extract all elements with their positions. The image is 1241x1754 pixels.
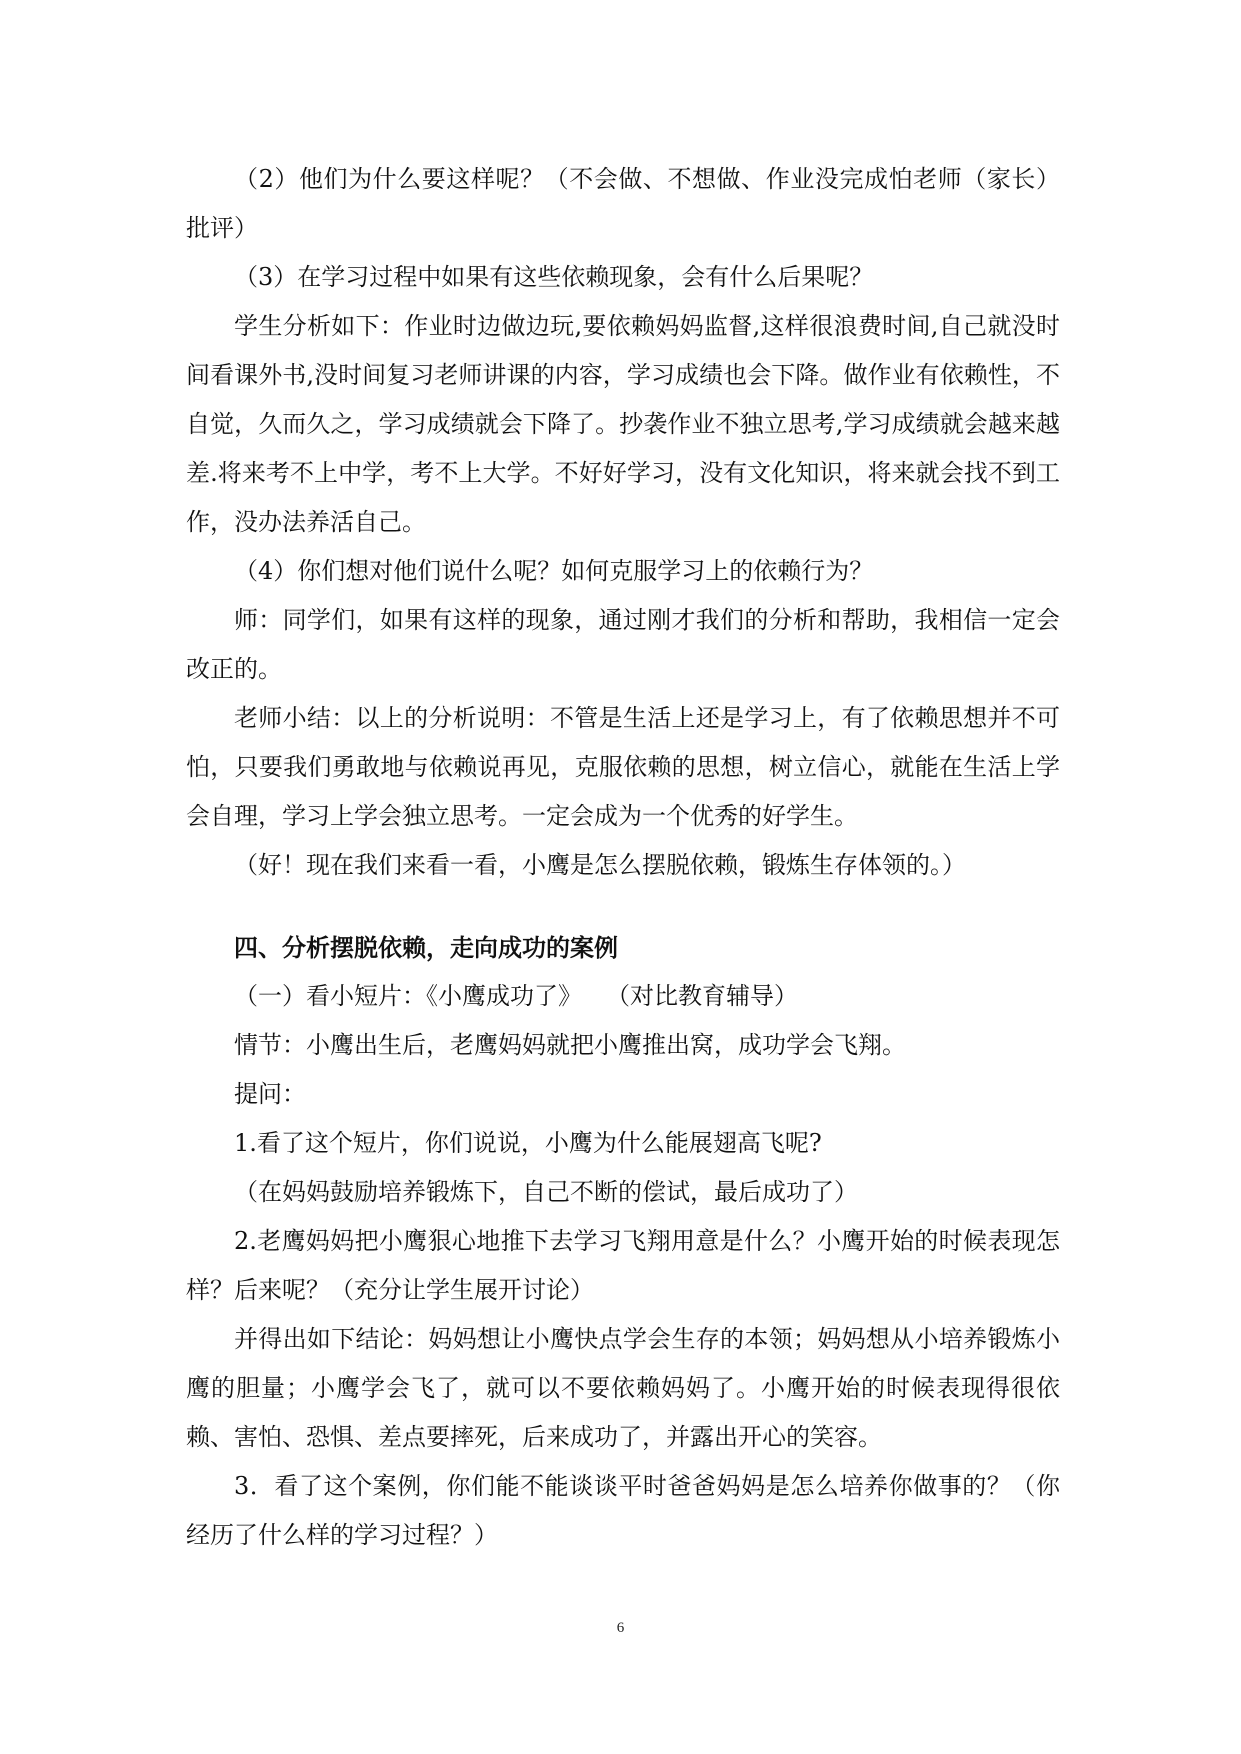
paragraph-transition: （好！现在我们来看一看，小鹰是怎么摆脱依赖，锻炼生存体领的。） bbox=[234, 851, 966, 879]
paragraph-item-3: 3．看了这个案例，你们能不能谈谈平时爸爸妈妈是怎么培养你做事的？（你经历了什么样的学习过程？） bbox=[186, 1472, 1060, 1549]
paragraph-teacher-summary: 老师小结：以上的分析说明：不管是生活上还是学习上，有了依赖思想并不可怕，只要我们勇敢地与依赖说再见，克服依赖的思想，树立信心，就能在生活上学会自理，学习上学会独立思考。一定会成为一个优秀的好学生。 bbox=[186, 704, 1060, 830]
paragraph-item-1: 1.看了这个短片，你们说说，小鹰为什么能展翅高飞呢? bbox=[234, 1129, 822, 1157]
page-body bbox=[186, 155, 1060, 1560]
paragraph-student-analysis: 学生分析如下：作业时边做边玩,要依赖妈妈监督,这样很浪费时间,自己就没时间看课外书,没时间复习老师讲课的内容，学习成绩也会下降。做作业有依赖性，不自觉，久而久之，学习成绩就会下降了。抄袭作业不独立思考,学习成绩就会越来越差.将来考不上中学，考不上大学。不好好学习，没有文化知识，将来就会找不到工作，没办法养活自己。 bbox=[186, 312, 1060, 536]
section-heading: 四、分析摆脱依赖，走向成功的案例 bbox=[234, 933, 618, 962]
paragraph-video-title: （一）看小短片：《小鹰成功了》 （对比教育辅导） bbox=[234, 982, 798, 1010]
paragraph-plot: 情节：小鹰出生后，老鹰妈妈就把小鹰推出窝，成功学会飞翔。 bbox=[234, 1031, 906, 1059]
paragraph-item-1-answer: （在妈妈鼓励培养锻炼下，自己不断的偿试，最后成功了） bbox=[234, 1178, 858, 1206]
paragraph-question-4: （4）你们想对他们说什么呢？如何克服学习上的依赖行为？ bbox=[234, 557, 874, 585]
page-number: 6 bbox=[616, 1620, 625, 1636]
paragraph-conclusion: 并得出如下结论：妈妈想让小鹰快点学会生存的本领；妈妈想从小培养锻炼小鹰的胆量；小鹰学会飞了，就可以不要依赖妈妈了。小鹰开始的时候表现得很依赖、害怕、恐惧、差点要摔死，后来成功了，并露出开心的笑容。 bbox=[186, 1325, 1060, 1451]
paragraph-teacher-remark: 师：同学们，如果有这样的现象，通过刚才我们的分析和帮助，我相信一定会改正的。 bbox=[186, 606, 1060, 683]
paragraph-item-2: 2.老鹰妈妈把小鹰狠心地推下去学习飞翔用意是什么？小鹰开始的时候表现怎样？后来呢？（充分让学生展开讨论） bbox=[186, 1227, 1060, 1304]
paragraph-question-2: （2）他们为什么要这样呢？（不会做、不想做、作业没完成怕老师（家长）批评） bbox=[186, 165, 1060, 242]
paragraph-prompt: 提问： bbox=[234, 1080, 306, 1108]
paragraph-question-3: （3）在学习过程中如果有这些依赖现象，会有什么后果呢？ bbox=[234, 263, 874, 291]
